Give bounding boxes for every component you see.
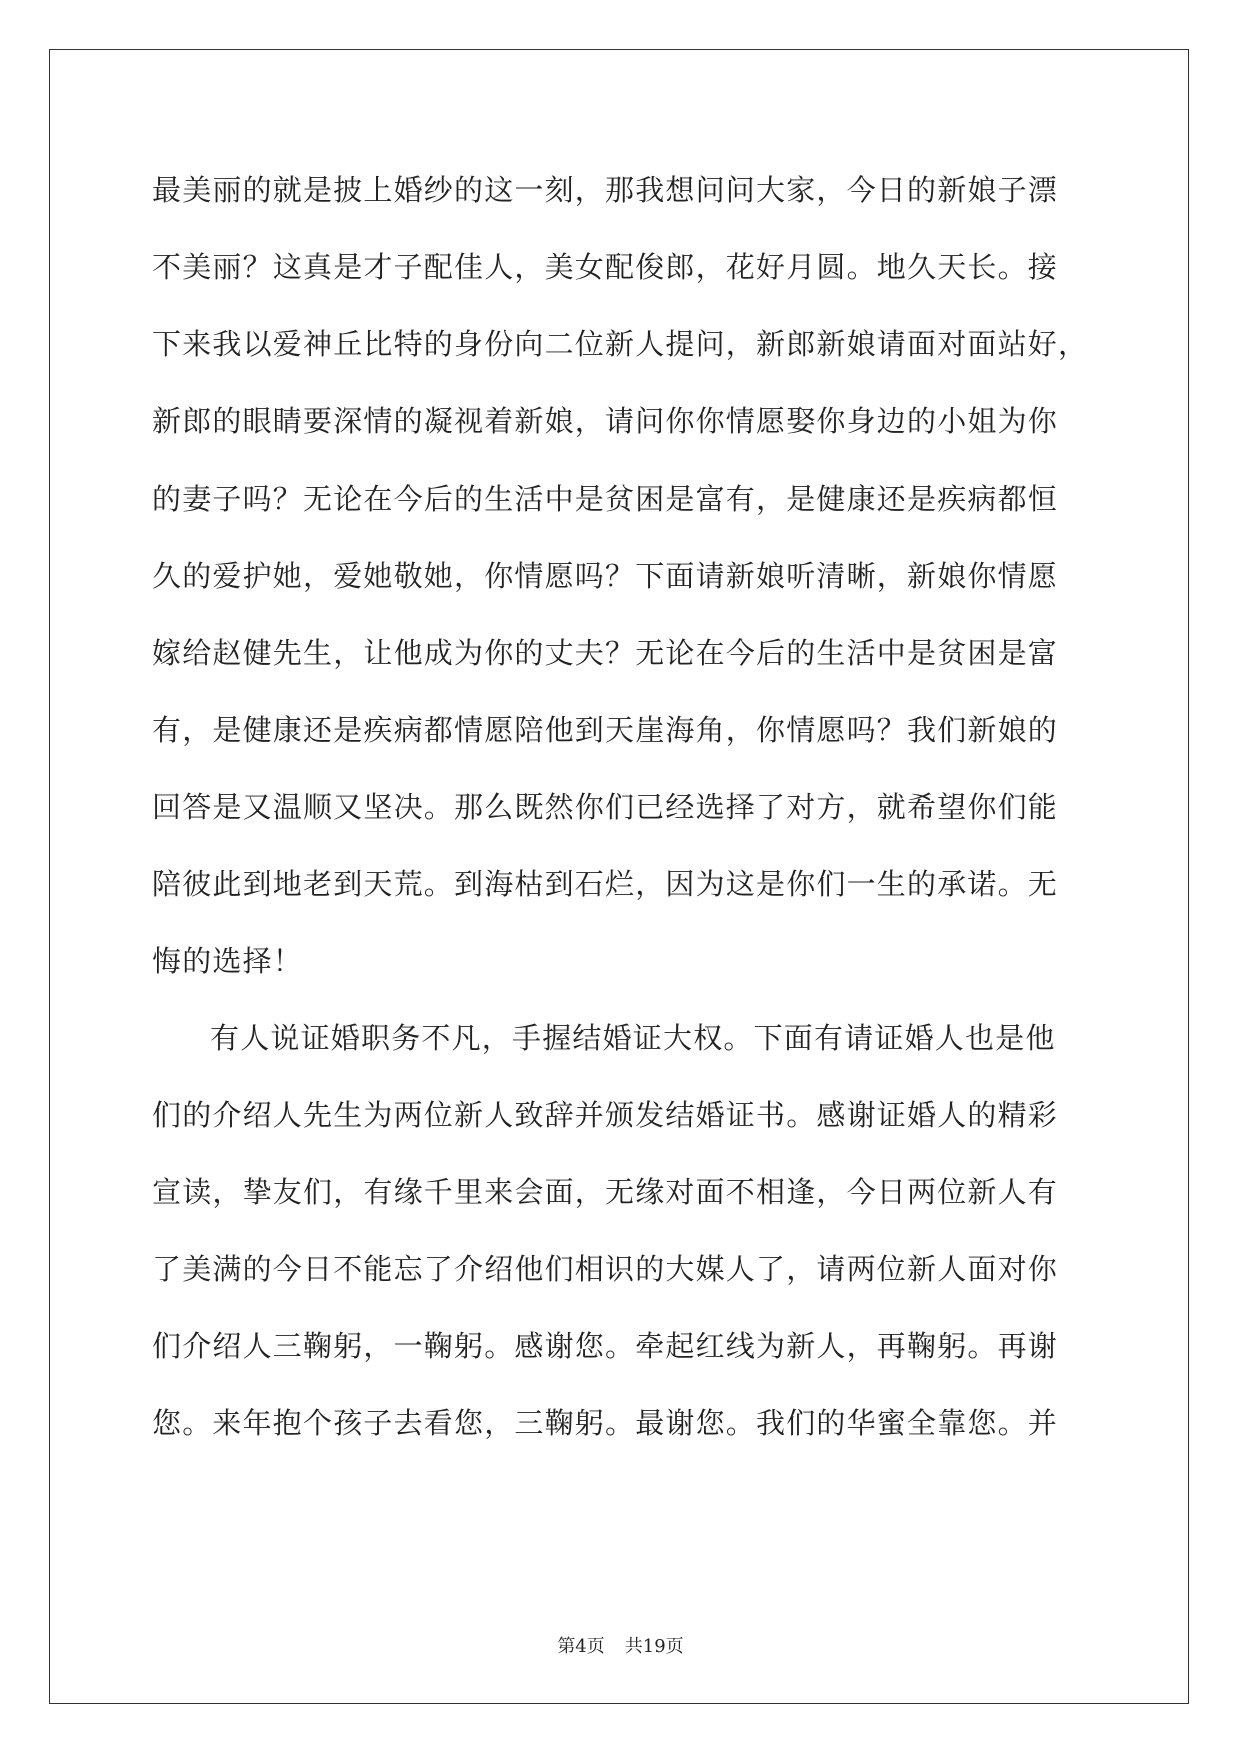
page-number: 第4页 <box>557 1636 605 1657</box>
text-line: 有，是健康还是疾病都情愿陪他到天崖海角，你情愿吗？我们新娘的 <box>152 713 1059 747</box>
text-line: 久的爱护她，爱她敬她，你情愿吗？下面请新娘听清晰，新娘你情愿 <box>152 559 1059 593</box>
text-line: 们介绍人三鞠躬，一鞠躬。感谢您。牵起红线为新人，再鞠躬。再谢 <box>152 1329 1059 1363</box>
text-line: 不美丽？这真是才子配佳人，美女配俊郎，花好月圆。地久天长。接 <box>152 250 1059 284</box>
text-line: 最美丽的就是披上婚纱的这一刻，那我想问问大家，今日的新娘子漂 <box>152 173 1059 207</box>
text-line: 下来我以爱神丘比特的身份向二位新人提问，新郎新娘请面对面站好， <box>152 327 1089 361</box>
text-line: 的妻子吗？无论在今后的生活中是贫困是富有，是健康还是疾病都恒 <box>152 482 1059 516</box>
text-line: 您。来年抱个孩子去看您，三鞠躬。最谢您。我们的华蜜全靠您。并 <box>152 1406 1059 1440</box>
text-line: 了美满的今日不能忘了介绍他们相识的大媒人了，请两位新人面对你 <box>152 1252 1059 1286</box>
text-line: 回答是又温顺又坚决。那么既然你们已经选择了对方，就希望你们能 <box>152 790 1059 824</box>
page-footer <box>0 1635 1241 1659</box>
text-line: 新郎的眼睛要深情的凝视着新娘，请问你你情愿娶你身边的小姐为你 <box>152 404 1059 438</box>
text-line: 们的介绍人先生为两位新人致辞并颁发结婚证书。感谢证婚人的精彩 <box>152 1098 1059 1132</box>
text-line: 宣读，挚友们，有缘千里来会面，无缘对面不相逢，今日两位新人有 <box>152 1175 1059 1209</box>
text-line: 悔的选择！ <box>152 944 304 978</box>
page-total: 共19页 <box>624 1636 684 1657</box>
text-line: 陪彼此到地老到天荒。到海枯到石烂，因为这是你们一生的承诺。无 <box>152 867 1059 901</box>
text-line: 嫁给赵健先生，让他成为你的丈夫？无论在今后的生活中是贫困是富 <box>152 636 1059 670</box>
text-line: 有人说证婚职务不凡，手握结婚证大权。下面有请证婚人也是他 <box>210 1021 1056 1055</box>
